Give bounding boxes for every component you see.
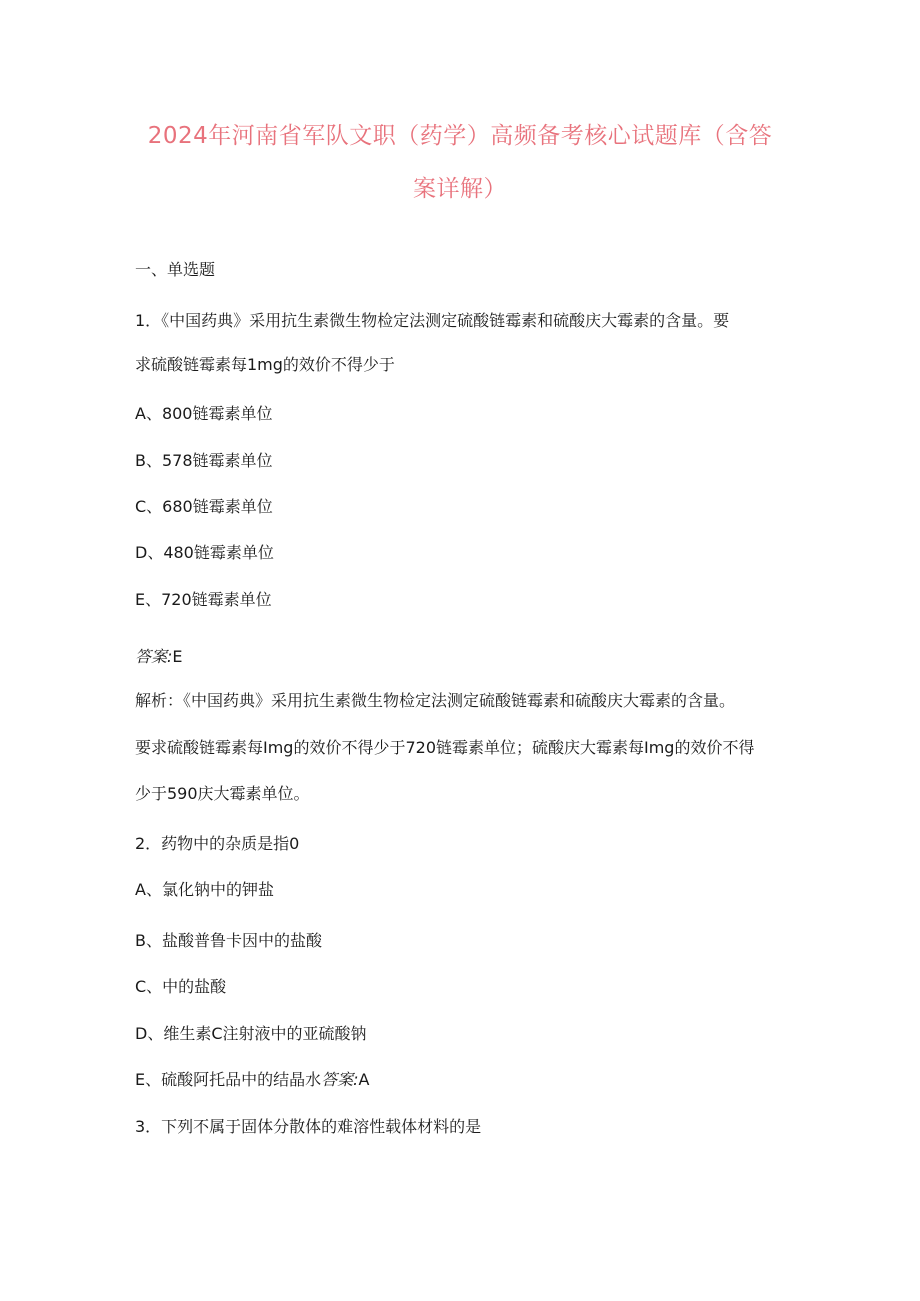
q2-option-c: C、中的盐酸	[135, 977, 227, 996]
q2-answer-label: 答案:	[321, 1070, 359, 1089]
section-heading: 一、单选题	[135, 260, 216, 279]
q2-stem: 2．药物中的杂质是指0	[135, 834, 300, 853]
q1-analysis-line-3: 少于590庆大霉素单位。	[135, 784, 310, 803]
q2-option-b: B、盐酸普鲁卡因中的盐酸	[135, 931, 322, 950]
title-line-2: 案详解）	[413, 176, 507, 202]
q2-option-d: D、维生素C注射液中的亚硫酸钠	[135, 1024, 367, 1043]
title-line-1: 2024年河南省军队文职（药学）高频备考核心试题库（含答	[147, 123, 773, 149]
q1-answer-label: 答案:	[135, 647, 173, 666]
q1-option-c: C、680链霉素单位	[135, 497, 273, 516]
q1-answer	[135, 645, 183, 669]
q2-option-a: A、氯化钠中的钾盐	[135, 880, 274, 899]
q1-option-d: D、480链霉素单位	[135, 543, 274, 562]
q1-option-a: A、800链霉素单位	[135, 404, 273, 423]
q2-answer-value: A	[358, 1070, 370, 1089]
q1-analysis-line-2: 要求硫酸链霉素每Img的效价不得少于720链霉素单位；硫酸庆大霉素每Img的效价不得	[135, 738, 755, 757]
q1-answer-value: E	[172, 647, 183, 666]
q2-option-e	[135, 1068, 369, 1092]
q3-stem: 3．下列不属于固体分散体的难溶性载体材料的是	[135, 1117, 482, 1136]
q1-option-b: B、578链霉素单位	[135, 451, 273, 470]
q1-stem-line-1: 1．《中国药典》采用抗生素微生物检定法测定硫酸链霉素和硫酸庆大霉素的含量。要	[135, 311, 730, 330]
q1-stem-line-2: 求硫酸链霉素每1mg的效价不得少于	[135, 355, 395, 374]
document-title	[130, 110, 790, 216]
q1-option-e: E、720链霉素单位	[135, 590, 272, 609]
q2-option-e-text: E、硫酸阿托品中的结晶水	[135, 1070, 322, 1089]
q1-analysis-line-1: 解析：《中国药典》采用抗生素微生物检定法测定硫酸链霉素和硫酸庆大霉素的含量。	[135, 691, 736, 710]
